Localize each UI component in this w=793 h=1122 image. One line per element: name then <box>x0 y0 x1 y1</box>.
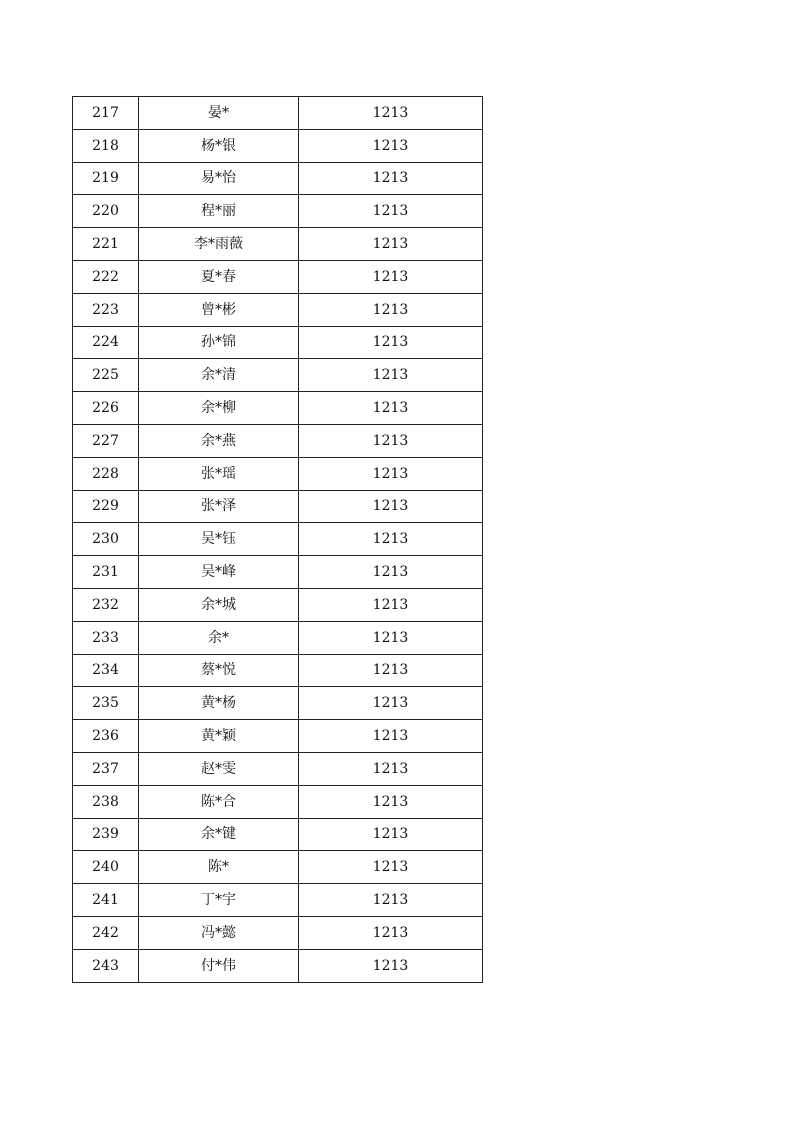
name-cell: 晏* <box>139 97 299 130</box>
row-number-cell: 217 <box>73 97 139 130</box>
name-cell: 吴*钰 <box>139 523 299 556</box>
table-row <box>73 556 483 589</box>
name-cell: 夏*春 <box>139 260 299 293</box>
amount-cell: 1213 <box>299 326 483 359</box>
row-number-cell: 225 <box>73 359 139 392</box>
table-row <box>73 949 483 982</box>
amount-cell: 1213 <box>299 884 483 917</box>
amount-cell: 1213 <box>299 949 483 982</box>
amount-cell: 1213 <box>299 392 483 425</box>
amount-cell: 1213 <box>299 687 483 720</box>
name-cell: 余*城 <box>139 588 299 621</box>
name-cell: 陈*合 <box>139 785 299 818</box>
name-cell: 孙*锦 <box>139 326 299 359</box>
row-number-cell: 226 <box>73 392 139 425</box>
amount-cell: 1213 <box>299 293 483 326</box>
row-number-cell: 223 <box>73 293 139 326</box>
table-row <box>73 129 483 162</box>
amount-cell: 1213 <box>299 851 483 884</box>
amount-cell: 1213 <box>299 97 483 130</box>
amount-cell: 1213 <box>299 654 483 687</box>
amount-cell: 1213 <box>299 195 483 228</box>
table-row <box>73 457 483 490</box>
table-row <box>73 687 483 720</box>
row-number-cell: 236 <box>73 720 139 753</box>
amount-cell: 1213 <box>299 720 483 753</box>
name-cell: 丁*宇 <box>139 884 299 917</box>
amount-cell: 1213 <box>299 588 483 621</box>
name-cell: 张*泽 <box>139 490 299 523</box>
name-cell: 余* <box>139 621 299 654</box>
amount-cell: 1213 <box>299 916 483 949</box>
name-cell: 黄*颖 <box>139 720 299 753</box>
row-number-cell: 233 <box>73 621 139 654</box>
table-row <box>73 785 483 818</box>
table-row <box>73 523 483 556</box>
name-cell: 冯*懿 <box>139 916 299 949</box>
row-number-cell: 235 <box>73 687 139 720</box>
table-row <box>73 162 483 195</box>
amount-cell: 1213 <box>299 359 483 392</box>
name-cell: 余*清 <box>139 359 299 392</box>
amount-cell: 1213 <box>299 162 483 195</box>
table-row <box>73 818 483 851</box>
table-row <box>73 293 483 326</box>
table-row <box>73 490 483 523</box>
table-body <box>73 97 483 983</box>
row-number-cell: 234 <box>73 654 139 687</box>
row-number-cell: 221 <box>73 228 139 261</box>
name-cell: 余*键 <box>139 818 299 851</box>
row-number-cell: 229 <box>73 490 139 523</box>
table-row <box>73 228 483 261</box>
row-number-cell: 240 <box>73 851 139 884</box>
data-table <box>72 96 483 983</box>
row-number-cell: 220 <box>73 195 139 228</box>
amount-cell: 1213 <box>299 621 483 654</box>
table-row <box>73 884 483 917</box>
row-number-cell: 222 <box>73 260 139 293</box>
row-number-cell: 224 <box>73 326 139 359</box>
table-row <box>73 326 483 359</box>
amount-cell: 1213 <box>299 785 483 818</box>
row-number-cell: 227 <box>73 424 139 457</box>
table-row <box>73 720 483 753</box>
row-number-cell: 238 <box>73 785 139 818</box>
name-cell: 程*丽 <box>139 195 299 228</box>
row-number-cell: 243 <box>73 949 139 982</box>
name-cell: 李*雨薇 <box>139 228 299 261</box>
amount-cell: 1213 <box>299 490 483 523</box>
table-row <box>73 588 483 621</box>
table-row <box>73 621 483 654</box>
table-row <box>73 752 483 785</box>
amount-cell: 1213 <box>299 129 483 162</box>
table-row <box>73 851 483 884</box>
amount-cell: 1213 <box>299 457 483 490</box>
amount-cell: 1213 <box>299 424 483 457</box>
name-cell: 陈* <box>139 851 299 884</box>
name-cell: 余*燕 <box>139 424 299 457</box>
row-number-cell: 231 <box>73 556 139 589</box>
table-row <box>73 97 483 130</box>
row-number-cell: 237 <box>73 752 139 785</box>
table-row <box>73 916 483 949</box>
name-cell: 吴*峰 <box>139 556 299 589</box>
amount-cell: 1213 <box>299 260 483 293</box>
name-cell: 张*瑶 <box>139 457 299 490</box>
table-row <box>73 424 483 457</box>
row-number-cell: 241 <box>73 884 139 917</box>
row-number-cell: 230 <box>73 523 139 556</box>
name-cell: 易*怡 <box>139 162 299 195</box>
amount-cell: 1213 <box>299 556 483 589</box>
name-cell: 余*柳 <box>139 392 299 425</box>
name-cell: 付*伟 <box>139 949 299 982</box>
row-number-cell: 239 <box>73 818 139 851</box>
name-cell: 蔡*悦 <box>139 654 299 687</box>
row-number-cell: 219 <box>73 162 139 195</box>
table-row <box>73 195 483 228</box>
name-cell: 杨*银 <box>139 129 299 162</box>
name-cell: 赵*雯 <box>139 752 299 785</box>
amount-cell: 1213 <box>299 523 483 556</box>
amount-cell: 1213 <box>299 752 483 785</box>
amount-cell: 1213 <box>299 228 483 261</box>
table-row <box>73 260 483 293</box>
row-number-cell: 232 <box>73 588 139 621</box>
table-row <box>73 654 483 687</box>
row-number-cell: 228 <box>73 457 139 490</box>
table-row <box>73 392 483 425</box>
name-cell: 曾*彬 <box>139 293 299 326</box>
name-cell: 黄*杨 <box>139 687 299 720</box>
row-number-cell: 218 <box>73 129 139 162</box>
table-row <box>73 359 483 392</box>
row-number-cell: 242 <box>73 916 139 949</box>
amount-cell: 1213 <box>299 818 483 851</box>
